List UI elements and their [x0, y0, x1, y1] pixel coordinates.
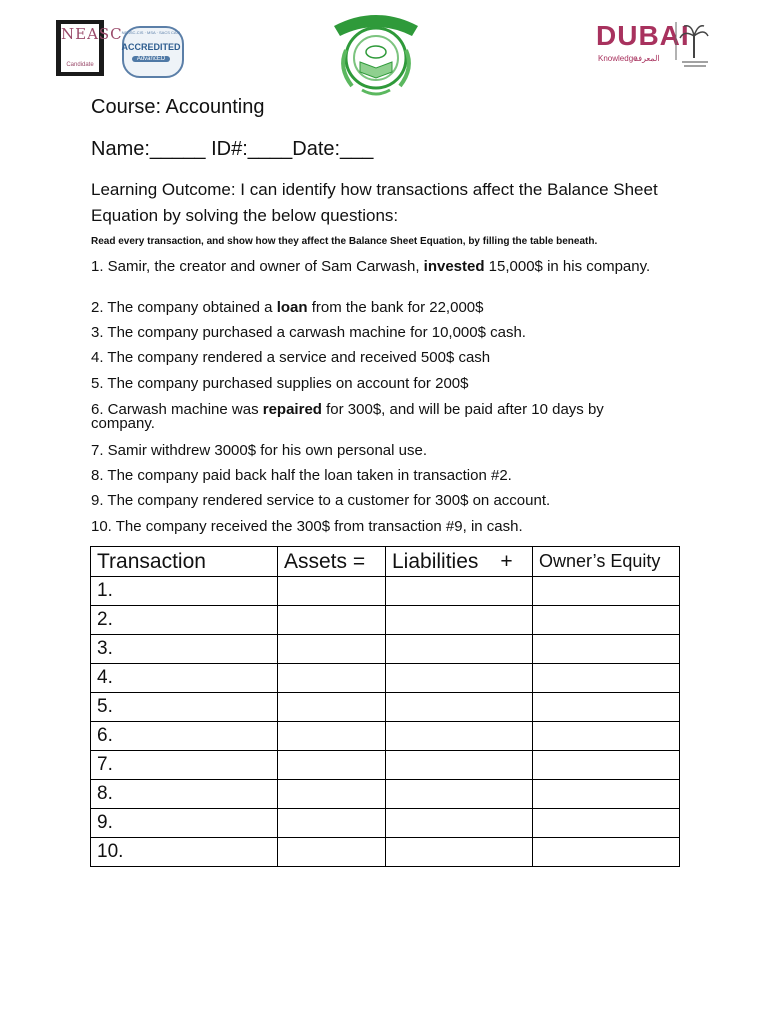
liabilities-cell[interactable] — [386, 722, 533, 751]
assets-cell[interactable] — [278, 635, 386, 664]
table-row — [91, 664, 680, 693]
equity-cell[interactable] — [533, 664, 680, 693]
question-4: 4. The company rendered a service and received 500$ cash — [91, 349, 491, 366]
row-label: 4. — [91, 664, 278, 693]
liabilities-cell[interactable] — [386, 838, 533, 867]
question-6: 6. Carwash machine was repaired for 300$, and will be paid after 10 days by company. — [91, 401, 604, 432]
accredited-small-text: NEASC-CIS · MSA · SACS CASI — [121, 30, 181, 35]
row-label: 2. — [91, 606, 278, 635]
row-label: 9. — [91, 809, 278, 838]
equity-cell[interactable] — [533, 838, 680, 867]
equity-cell[interactable] — [533, 751, 680, 780]
equity-cell[interactable] — [533, 635, 680, 664]
equity-cell[interactable] — [533, 577, 680, 606]
learning-outcome: Learning Outcome: I can identify how transactions affect the Balance Sheet Equation by solving the below questions: — [91, 180, 658, 225]
neasc-candidate-label: Candidate — [66, 62, 94, 68]
assets-cell[interactable] — [278, 577, 386, 606]
question-2: 2. The company obtained a loan from the bank for 22,000$ — [91, 299, 484, 316]
accredited-logo — [120, 20, 184, 80]
table-row — [91, 751, 680, 780]
equity-cell[interactable] — [533, 606, 680, 635]
header-transaction: Transaction — [91, 547, 278, 577]
liabilities-cell[interactable] — [386, 751, 533, 780]
table-row — [91, 780, 680, 809]
table-header-row — [91, 547, 680, 577]
question-5: 5. The company purchased supplies on account for 200$ — [91, 375, 469, 392]
liabilities-cell[interactable] — [386, 780, 533, 809]
assets-cell[interactable] — [278, 693, 386, 722]
liabilities-cell[interactable] — [386, 809, 533, 838]
table-row — [91, 577, 680, 606]
header-assets: Assets = — [278, 547, 386, 577]
assets-cell[interactable] — [278, 809, 386, 838]
assets-cell[interactable] — [278, 664, 386, 693]
table-row — [91, 838, 680, 867]
assets-cell[interactable] — [278, 751, 386, 780]
table-row — [91, 722, 680, 751]
question-1: 1. Samir, the creator and owner of Sam Carwash, invested 15,000$ in his company. — [91, 258, 651, 275]
row-label: 1. — [91, 577, 278, 606]
table-row — [91, 635, 680, 664]
name-id-date-line: Name:_____ ID#:____Date:___ — [91, 138, 374, 160]
school-crest-logo — [326, 6, 426, 98]
question-10: 10. The company received the 300$ from transaction #9, in cash. — [91, 518, 523, 535]
question-9: 9. The company rendered service to a customer for 300$ on account. — [91, 492, 551, 509]
accredited-word: ACCREDITED — [121, 42, 181, 52]
row-label: 5. — [91, 693, 278, 722]
course-title: Course: Accounting — [91, 96, 265, 118]
table-row — [91, 606, 680, 635]
table-row — [91, 693, 680, 722]
row-label: 10. — [91, 838, 278, 867]
neasc-logo — [56, 20, 123, 76]
liabilities-cell[interactable] — [386, 577, 533, 606]
equity-cell[interactable] — [533, 722, 680, 751]
equity-cell[interactable] — [533, 693, 680, 722]
liabilities-cell[interactable] — [386, 693, 533, 722]
row-label: 7. — [91, 751, 278, 780]
liabilities-cell[interactable] — [386, 664, 533, 693]
liabilities-cell[interactable] — [386, 635, 533, 664]
knowledge-label: Knowledge — [598, 54, 638, 63]
palm-tree-icon — [672, 20, 710, 70]
header-owners-equity: Owner’s Equity — [533, 547, 680, 577]
question-8: 8. The company paid back half the loan taken in transaction #2. — [91, 467, 512, 484]
assets-cell[interactable] — [278, 606, 386, 635]
advanced-label: AdvancED — [132, 56, 170, 62]
row-label: 6. — [91, 722, 278, 751]
assets-cell[interactable] — [278, 722, 386, 751]
equity-cell[interactable] — [533, 780, 680, 809]
assets-cell[interactable] — [278, 780, 386, 809]
arabic-knowledge-label: المعرفة — [634, 54, 660, 63]
question-7: 7. Samir withdrew 3000$ for his own personal use. — [91, 442, 428, 459]
balance-sheet-table — [90, 546, 680, 867]
instruction-text: Read every transaction, and show how they affect the Balance Sheet Equation, by filling the table beneath. — [91, 236, 598, 247]
row-label: 3. — [91, 635, 278, 664]
dubai-wordmark: DUBAI — [596, 20, 690, 51]
equity-cell[interactable] — [533, 809, 680, 838]
header-liabilities: Liabilities + — [386, 547, 533, 577]
liabilities-cell[interactable] — [386, 606, 533, 635]
dubai-knowledge-logo — [594, 18, 714, 74]
row-label: 8. — [91, 780, 278, 809]
assets-cell[interactable] — [278, 838, 386, 867]
neasc-monogram: NEASC — [61, 25, 123, 43]
table-row — [91, 809, 680, 838]
question-3: 3. The company purchased a carwash machine for 10,000$ cash. — [91, 324, 526, 341]
